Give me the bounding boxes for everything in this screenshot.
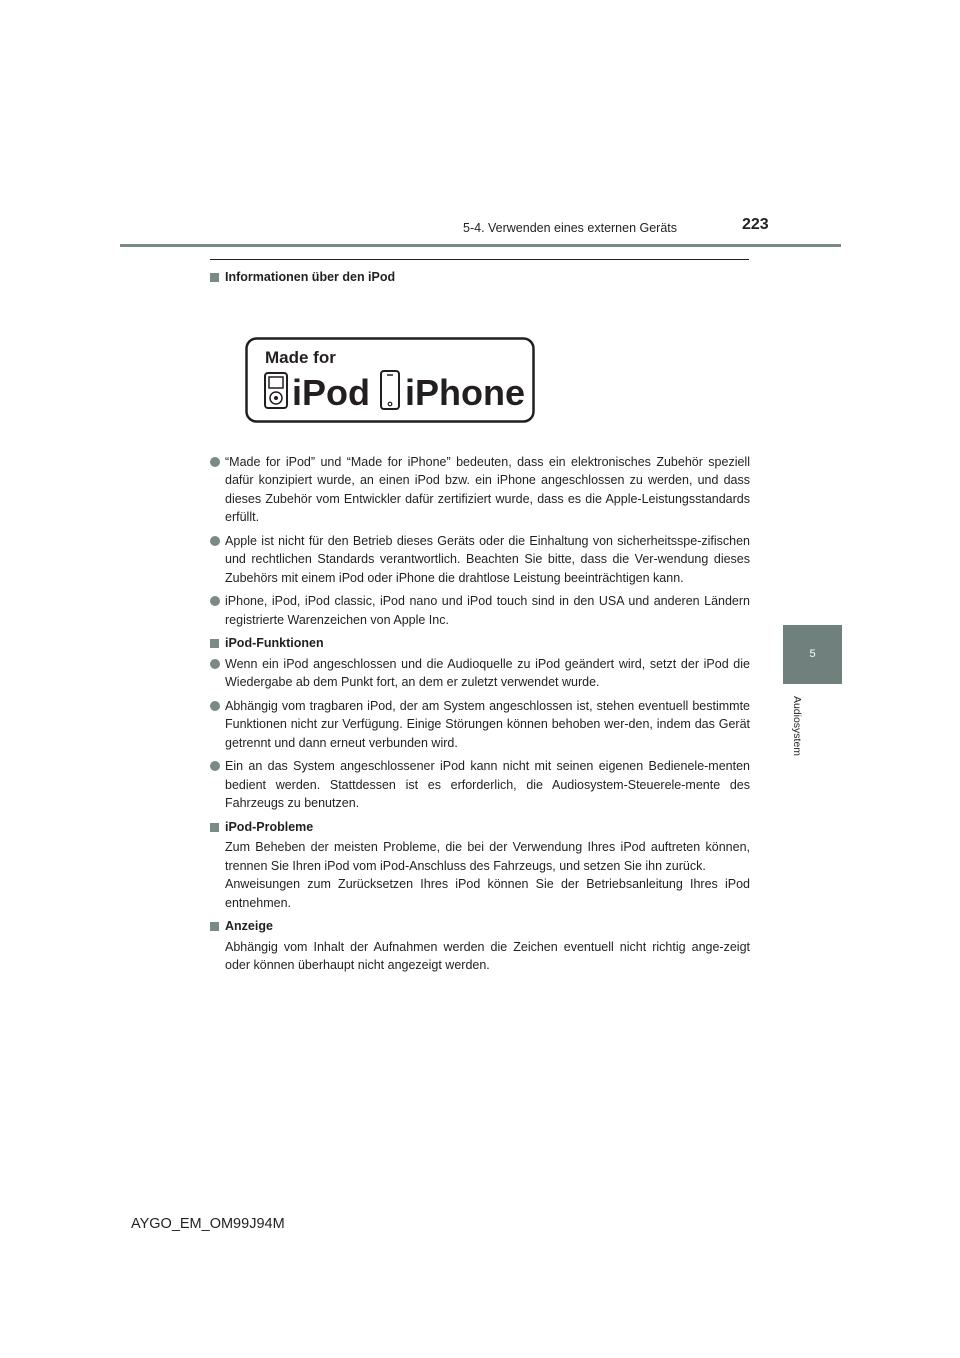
info-bullet-2	[210, 532, 750, 588]
square-bullet-icon	[210, 639, 219, 648]
info-bullet-3-text: iPhone, iPod, iPod classic, iPod nano und iPod touch sind in den USA und anderen Ländern registrierte Warenzeichen von Apple Inc.	[225, 594, 750, 627]
logo-iphone-text: iPhone	[405, 371, 526, 413]
logo-ipod-text: iPod	[292, 371, 370, 413]
section-title-functions	[210, 634, 750, 653]
round-bullet-icon	[210, 596, 220, 606]
round-bullet-icon	[210, 457, 220, 467]
page-content	[210, 268, 750, 975]
functions-bullet-3	[210, 757, 750, 813]
page-number: 223	[742, 216, 769, 233]
footer-document-code: AYGO_EM_OM99J94M	[131, 1216, 285, 1232]
round-bullet-icon	[210, 701, 220, 711]
round-bullet-icon	[210, 761, 220, 771]
content-top-rule	[210, 259, 749, 260]
info-bullet-2-text: Apple ist nicht für den Betrieb dieses Geräts oder die Einhaltung von sicherheitsspe-zifischen und rechtlichen Standards verantwortlich. Beachten Sie bitte, dass die Ver-wendung dieses Zubehörs mit einem iPod oder iPhone die drahtlose Leistung beeinträchtigen kann.	[225, 533, 750, 585]
section-title-problems-text: iPod-Probleme	[225, 819, 314, 834]
made-for-ipod-iphone-logo	[245, 337, 535, 423]
square-bullet-icon	[210, 922, 219, 931]
square-bullet-icon	[210, 273, 219, 282]
info-bullet-3	[210, 592, 750, 629]
section-title-functions-text: iPod-Funktionen	[225, 636, 324, 650]
made-for-logo-graphic	[245, 337, 535, 423]
section-title-info	[210, 268, 750, 287]
section-title-problems	[210, 818, 750, 837]
round-bullet-icon	[210, 536, 220, 546]
header-section-title: 5-4. Verwenden eines externen Geräts	[463, 221, 678, 235]
section-title-display-text: Anzeige	[225, 919, 273, 933]
round-bullet-icon	[210, 659, 220, 669]
functions-bullet-2	[210, 697, 750, 753]
problems-paragraph-2: Anweisungen zum Zurücksetzen Ihres iPod können Sie der Betriebsanleitung Ihres iPod entnehmen.	[225, 877, 750, 910]
header-rule	[120, 244, 841, 247]
functions-bullet-1-text: Wenn ein iPod angeschlossen und die Audioquelle zu iPod geändert wird, setzt der iPod die Wiedergabe ab dem Punkt fort, an dem er zuletzt verwendet wurde.	[225, 656, 750, 689]
functions-bullet-2-text: Abhängig vom tragbaren iPod, der am System angeschlossen ist, stehen eventuell bestimmte Funktionen nicht zur Verfügung. Einige Störungen können behoben wer-den, indem das Gerät getrennt und dann erneut verbunden wird.	[225, 698, 750, 750]
section-title-info-text: Informationen über den iPod	[225, 270, 396, 284]
chapter-side-label: Audiosystem	[791, 695, 803, 757]
functions-bullet-1	[210, 655, 750, 692]
info-bullet-1	[210, 453, 750, 527]
square-bullet-icon	[210, 823, 219, 832]
display-paragraph: Abhängig vom Inhalt der Aufnahmen werden die Zeichen eventuell nicht richtig ange-zeigt oder können überhaupt nicht angezeigt werden.	[225, 939, 750, 972]
info-bullet-1-text: “Made for iPod” und “Made for iPhone” bedeuten, dass ein elektronisches Zubehör speziell dafür konzipiert wurde, an einen iPod bzw. ein iPhone angeschlossen zu werden, und dass dieses Zubehör vom Entwickler dafür zertifiziert wurde, dass es die Apple-Leistungsstandards erfüllt.	[225, 454, 750, 524]
section-title-display	[210, 917, 750, 936]
functions-bullet-3-text: Ein an das System angeschlossener iPod kann nicht mit seinen eigenen Bedienele-menten bedient werden. Stattdessen ist es erforderlich, die Audiosystem-Steuerele-mente des Fahrzeugs zu benutzen.	[225, 759, 750, 810]
logo-made-for-text: Made for	[265, 347, 336, 367]
problems-paragraph-1: Zum Beheben der meisten Probleme, die bei der Verwendung Ihres iPod auftreten können, trennen Sie Ihren iPod vom iPod-Anschluss des Fahrzeugs, und setzen Sie ihn zurück.	[225, 840, 750, 873]
chapter-tab: 5	[783, 625, 842, 684]
